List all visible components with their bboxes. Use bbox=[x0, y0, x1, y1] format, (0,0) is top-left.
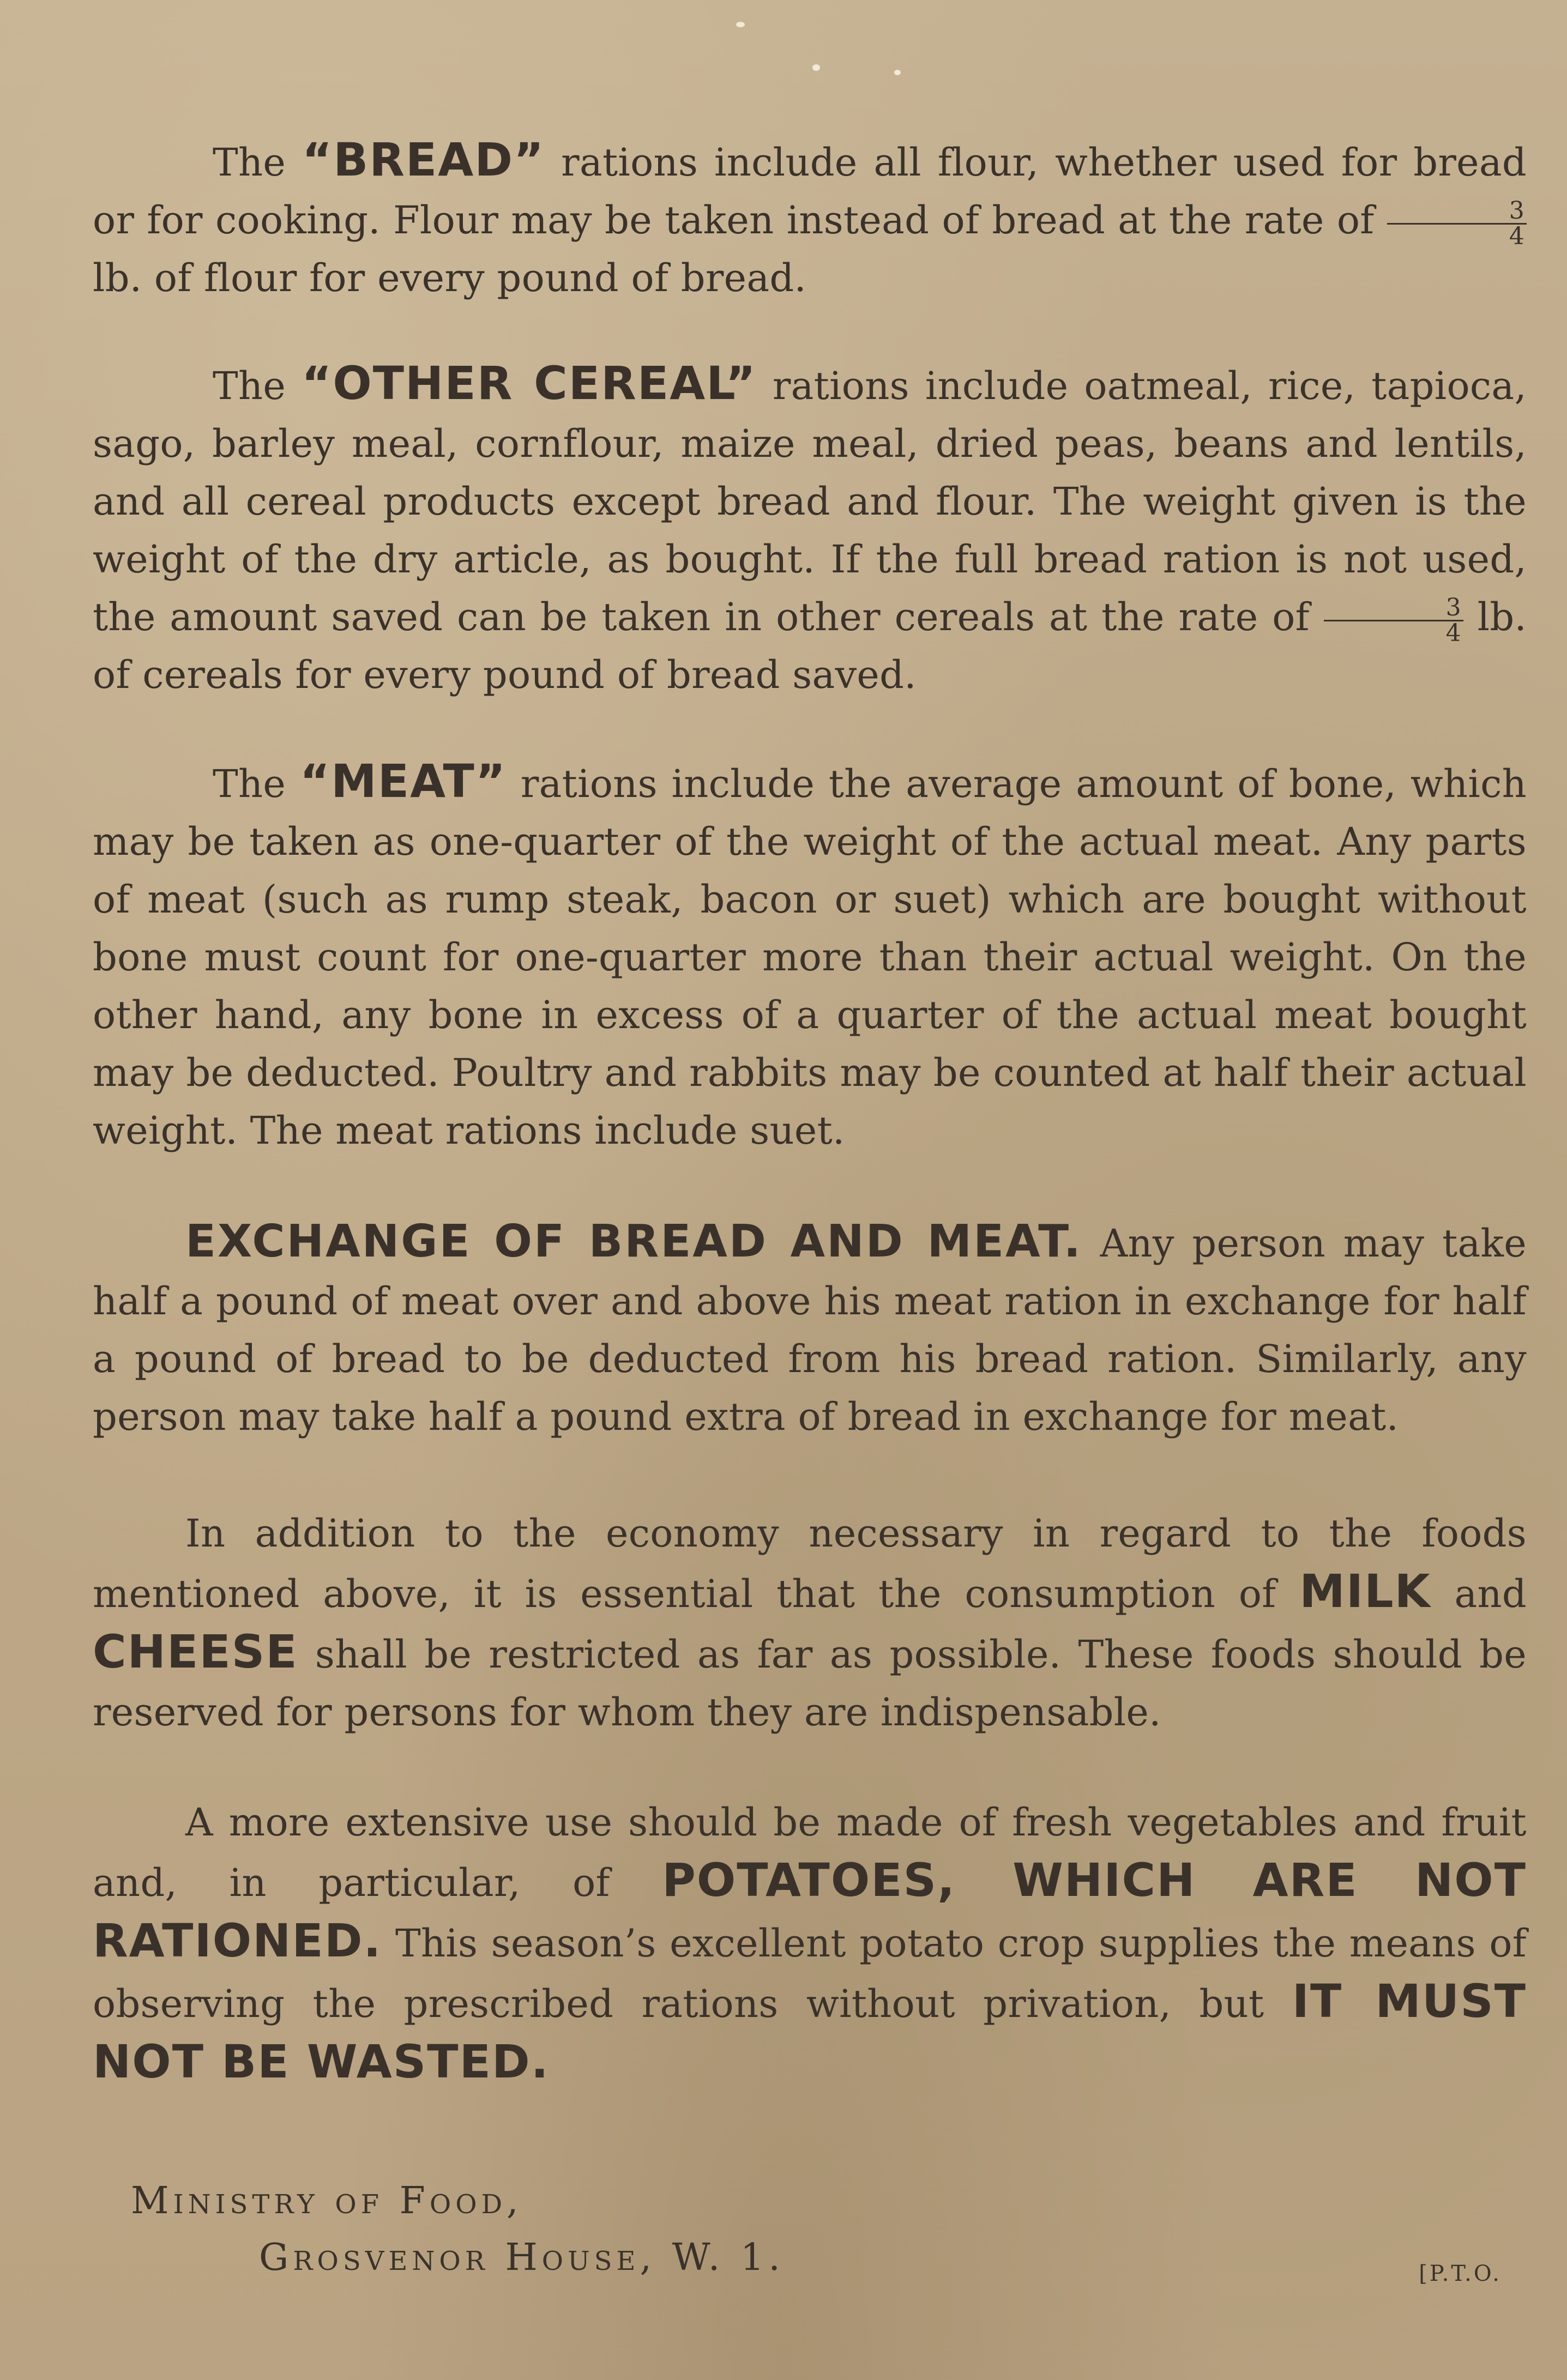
cereal-text-a: rations include oatmeal, rice, tapioca, sago, barley meal, cornflour, maize meal, dried peas, beans and lentils, and all cereal products except bread and flour. The weight given is the weight of the dry article, as bought. If the full bread ration is not used, the amount saved can be taken in other cereals at the rate of bbox=[93, 364, 1527, 639]
meat-prefix: The bbox=[213, 762, 300, 806]
paper-blemish bbox=[812, 64, 820, 71]
signature-ministry: Ministry of Food, bbox=[131, 2179, 523, 2222]
other-cereal-paragraph bbox=[93, 354, 1527, 704]
cereal-prefix: The bbox=[213, 364, 302, 408]
bread-prefix: The bbox=[213, 140, 303, 185]
potatoes-paragraph bbox=[93, 1793, 1527, 2093]
must-not-be-wasted: IT MUST NOT BE WASTED. bbox=[93, 1974, 1527, 2088]
bread-text-a: rations include all flour, whether used for bread or for cooking. Flour may be taken instead of bread at the rate of bbox=[93, 140, 1527, 243]
three-quarters-fraction: $\frac{3}{4}$ bbox=[1324, 596, 1463, 645]
milk-and: and bbox=[1431, 1572, 1527, 1616]
bread-text-b: lb. of flour for every pound of bread. bbox=[93, 256, 807, 300]
cheese-term: CHEESE bbox=[93, 1625, 298, 1678]
milk-text-b: shall be restricted as far as possible. These foods should be reserved for persons for whom they are indispensable. bbox=[93, 1632, 1527, 1735]
meat-text: rations include the average amount of bone, which may be taken as one-quarter of the weight of the actual meat. Any parts of meat (such as rump steak, bacon or suet) which are bought without bone must count for one-quarter more than their actual weight. On the other hand, any bone in excess of a quarter of the actual meat bought may be deducted. Poultry and rabbits may be counted at half their actual weight. The meat rations include suet. bbox=[93, 762, 1527, 1153]
exchange-text: Any person may take half a pound of meat over and above his meat ration in exchange for half a pound of bread to be deducted from his bread ration. Similarly, any person may take half a pound extra of bread in exchange for meat. bbox=[93, 1221, 1527, 1439]
cereal-text-b: lb. of cereals for every pound of bread saved. bbox=[93, 595, 1527, 697]
three-quarters-fraction: $\frac{3}{4}$ bbox=[1387, 199, 1527, 249]
exchange-paragraph bbox=[93, 1213, 1527, 1446]
milk-cheese-paragraph bbox=[93, 1505, 1527, 1741]
cereal-term: “OTHER CEREAL” bbox=[302, 357, 757, 410]
please-turn-over: [P.T.O. bbox=[1419, 2261, 1502, 2286]
potatoes-emphasis: POTATOES, WHICH ARE NOT RATIONED. bbox=[93, 1853, 1527, 1967]
meat-term: “MEAT” bbox=[299, 754, 507, 808]
potatoes-text-a: A more extensive use should be made of fresh vegetables and fruit and, in particular, of bbox=[93, 1800, 1527, 1905]
paper-blemish bbox=[736, 22, 745, 27]
potatoes-text-b: This season’s excellent potato crop supplies the means of observing the prescribed rations without privation, but bbox=[93, 1921, 1527, 2026]
milk-text-a: In addition to the economy necessary in regard to the foods mentioned above, it is essential that the consumption of bbox=[93, 1511, 1527, 1616]
meat-paragraph bbox=[93, 752, 1527, 1159]
milk-term: MILK bbox=[1299, 1564, 1431, 1618]
exchange-heading: EXCHANGE OF BREAD AND MEAT. bbox=[185, 1216, 1082, 1267]
paper-blemish bbox=[894, 70, 901, 75]
signature-address: Grosvenor House, W. 1. bbox=[259, 2236, 785, 2279]
bread-paragraph bbox=[93, 131, 1527, 307]
bread-term: “BREAD” bbox=[302, 133, 545, 186]
